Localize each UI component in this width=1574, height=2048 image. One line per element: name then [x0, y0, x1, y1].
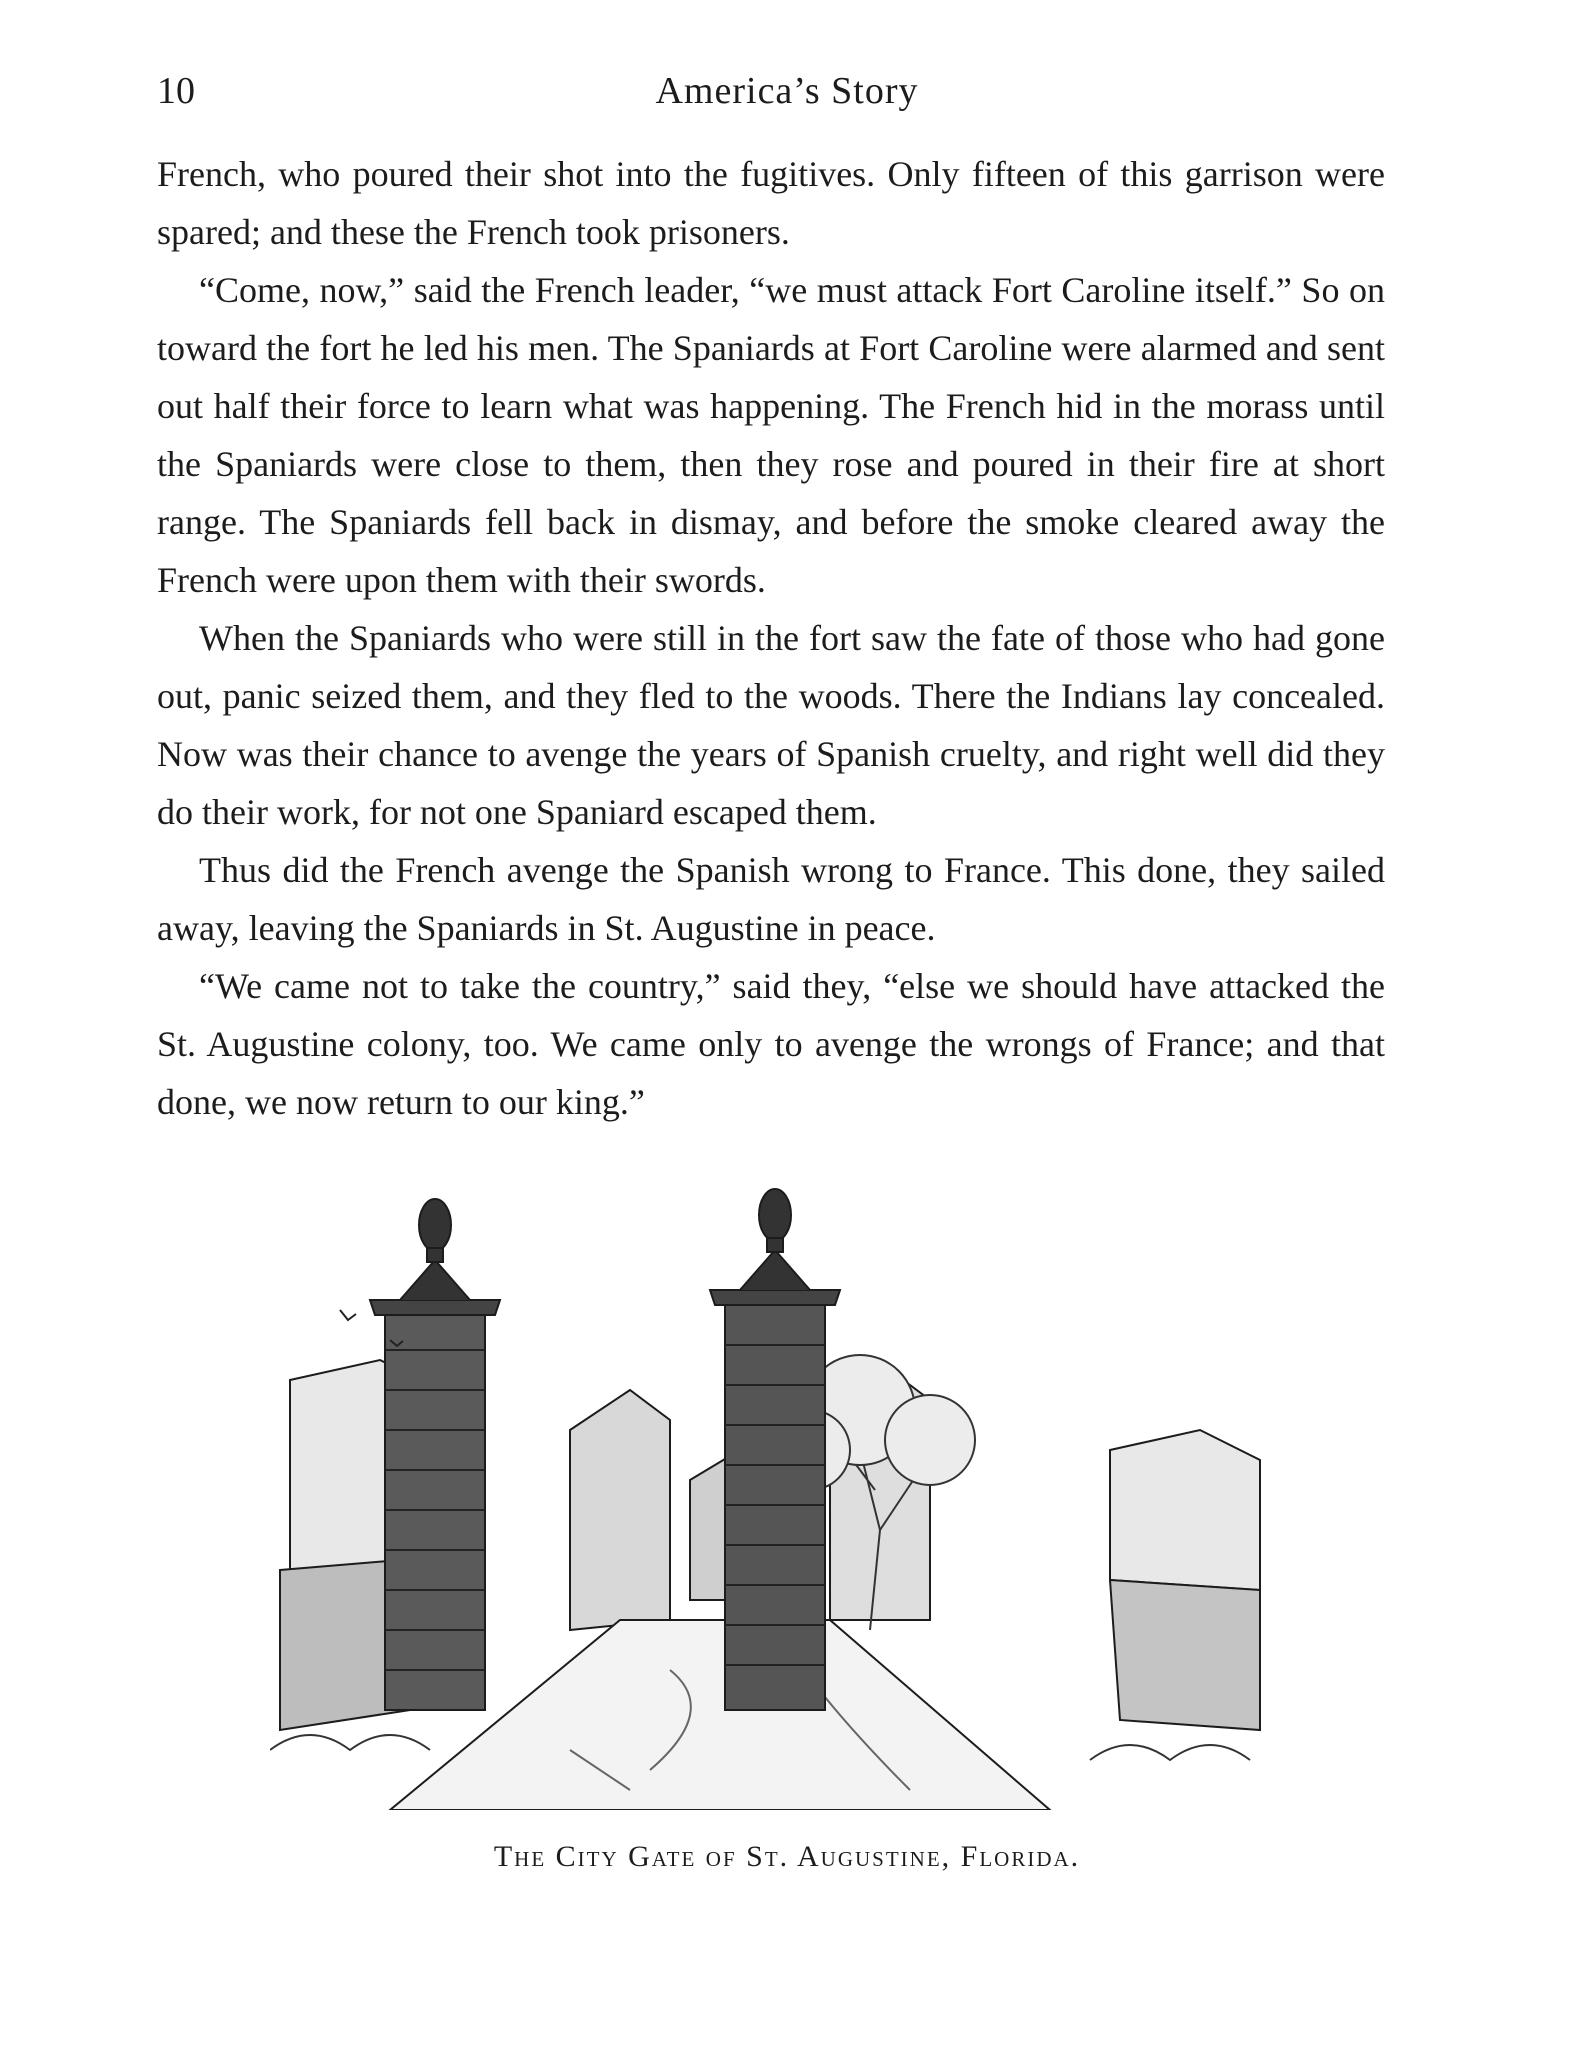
background-house-right: [1110, 1430, 1260, 1590]
paragraph: Thus did the French avenge the Spanish wrong to France. This done, they sailed away, leaving the Spaniards in St. Augustine in peace.: [157, 850, 1385, 948]
right-wall: [1110, 1580, 1260, 1730]
street-house-left: [570, 1390, 670, 1630]
figure-caption: The City Gate of St. Augustine, Florida.: [493, 1840, 1081, 1873]
paragraph: French, who poured their shot into the fugitives. Only fifteen of this garrison were spared; and these the French took prisoners.: [157, 154, 1385, 252]
running-head: America’s Story: [655, 70, 919, 112]
paragraph: “Come, now,” said the French leader, “we must attack Fort Caroline itself.” So on toward the fort he led his men. The Spaniards at Fort Caroline were alarmed and sent out half their force to learn what was happening. The French hid in the morass until the Spaniards were close to them, then they rose and poured in their fire at short range. The Spaniards fell back in dismay, and before the smoke cleared away the French were upon them with their swords.: [157, 270, 1385, 600]
road: [390, 1620, 1050, 1810]
body-text: [157, 145, 1385, 1131]
bird: [340, 1310, 356, 1320]
paragraph: “We came not to take the country,” said they, “else we should have attacked the St. Augustine colony, too. We came only to avenge the wrongs of France; and that done, we now return to our king.”: [157, 966, 1385, 1122]
page-number: 10: [157, 70, 195, 112]
left-gate-pillar: [370, 1199, 500, 1710]
right-gate-pillar: [710, 1189, 840, 1710]
city-gate-illustration: [270, 1150, 1270, 1810]
paragraph: When the Spaniards who were still in the fort saw the fate of those who had gone out, panic seized them, and they fled to the woods. There the Indians lay concealed. Now was their chance to avenge the years of Spanish cruelty, and right well did they do their work, for not one Spaniard escaped them.: [157, 618, 1385, 832]
